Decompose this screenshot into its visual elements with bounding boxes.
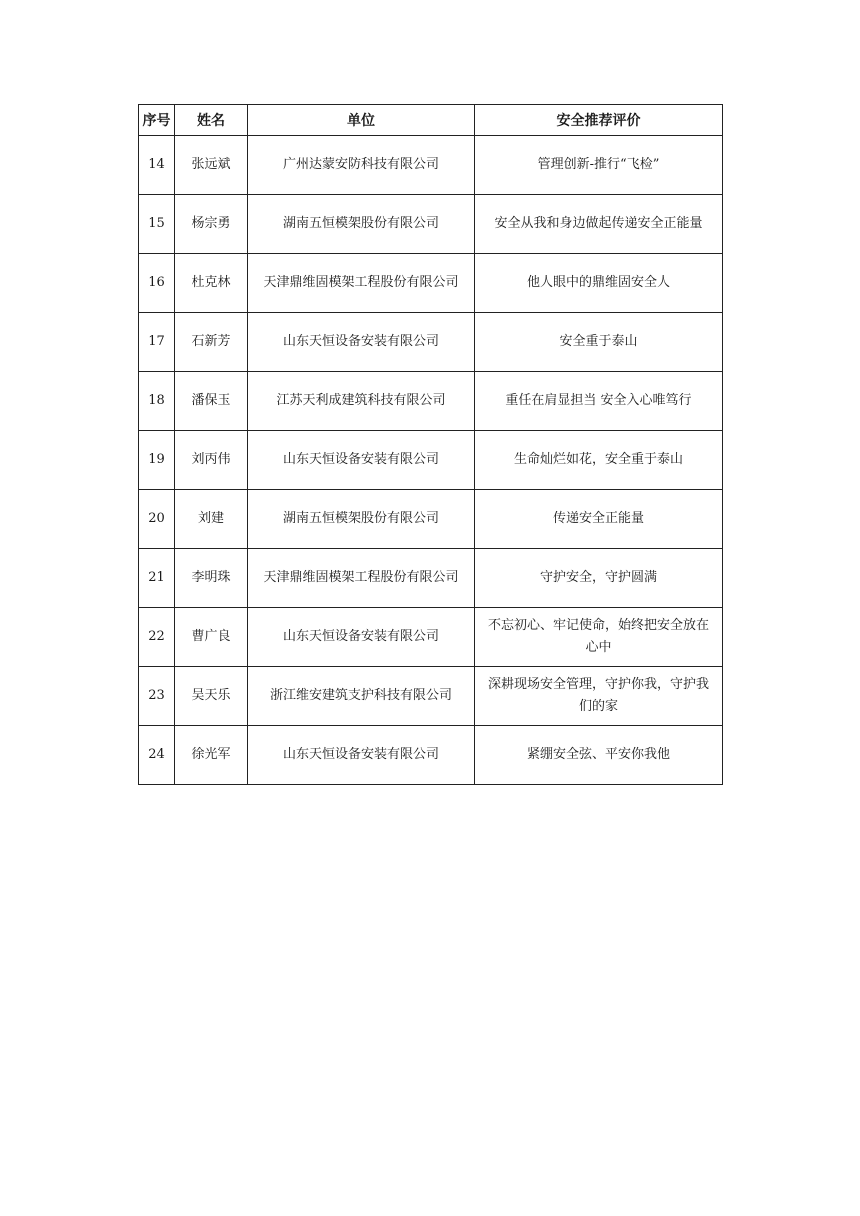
cell-org: 山东天恒设备安装有限公司 [248, 313, 475, 372]
cell-name: 杨宗勇 [175, 195, 248, 254]
cell-no: 22 [139, 608, 175, 667]
cell-eval: 紧绷安全弦、平安你我他 [475, 726, 723, 785]
cell-name: 刘丙伟 [175, 431, 248, 490]
cell-eval: 传递安全正能量 [475, 490, 723, 549]
cell-no: 19 [139, 431, 175, 490]
cell-no: 20 [139, 490, 175, 549]
cell-eval: 他人眼中的鼎维固安全人 [475, 254, 723, 313]
cell-org: 湖南五恒模架股份有限公司 [248, 195, 475, 254]
cell-org: 山东天恒设备安装有限公司 [248, 726, 475, 785]
table-row [139, 313, 723, 372]
cell-org: 广州达蒙安防科技有限公司 [248, 136, 475, 195]
header-name: 姓名 [175, 105, 248, 136]
cell-name: 吴天乐 [175, 667, 248, 726]
cell-eval: 安全从我和身边做起传递安全正能量 [475, 195, 723, 254]
cell-org: 湖南五恒模架股份有限公司 [248, 490, 475, 549]
cell-eval: 深耕现场安全管理，守护你我，守护我们的家 [475, 667, 723, 726]
table-row [139, 431, 723, 490]
cell-org: 天津鼎维固模架工程股份有限公司 [248, 549, 475, 608]
cell-eval: 不忘初心、牢记使命，始终把安全放在心中 [475, 608, 723, 667]
table-row [139, 667, 723, 726]
cell-org: 天津鼎维固模架工程股份有限公司 [248, 254, 475, 313]
header-eval: 安全推荐评价 [475, 105, 723, 136]
cell-name: 刘建 [175, 490, 248, 549]
cell-no: 17 [139, 313, 175, 372]
table-row [139, 608, 723, 667]
cell-eval: 守护安全，守护圆满 [475, 549, 723, 608]
cell-eval: 生命灿烂如花，安全重于泰山 [475, 431, 723, 490]
cell-no: 24 [139, 726, 175, 785]
table-row [139, 726, 723, 785]
table-row [139, 372, 723, 431]
table-header-row [139, 105, 723, 136]
cell-name: 张远斌 [175, 136, 248, 195]
cell-name: 潘保玉 [175, 372, 248, 431]
cell-no: 15 [139, 195, 175, 254]
cell-org: 山东天恒设备安装有限公司 [248, 431, 475, 490]
cell-no: 21 [139, 549, 175, 608]
cell-no: 23 [139, 667, 175, 726]
safety-recommendation-table [138, 104, 723, 785]
cell-org: 山东天恒设备安装有限公司 [248, 608, 475, 667]
cell-org: 江苏天利成建筑科技有限公司 [248, 372, 475, 431]
cell-name: 李明珠 [175, 549, 248, 608]
cell-no: 16 [139, 254, 175, 313]
cell-eval: 安全重于泰山 [475, 313, 723, 372]
cell-no: 14 [139, 136, 175, 195]
table-row [139, 490, 723, 549]
header-org: 单位 [248, 105, 475, 136]
cell-eval: 重任在肩显担当 安全入心唯笃行 [475, 372, 723, 431]
table-row [139, 195, 723, 254]
table-row [139, 136, 723, 195]
cell-name: 杜克林 [175, 254, 248, 313]
table-row [139, 549, 723, 608]
cell-no: 18 [139, 372, 175, 431]
cell-name: 曹广良 [175, 608, 248, 667]
header-no: 序号 [139, 105, 175, 136]
cell-name: 石新芳 [175, 313, 248, 372]
cell-eval: 管理创新-推行“飞检” [475, 136, 723, 195]
cell-org: 浙江维安建筑支护科技有限公司 [248, 667, 475, 726]
table-row [139, 254, 723, 313]
cell-name: 徐光军 [175, 726, 248, 785]
